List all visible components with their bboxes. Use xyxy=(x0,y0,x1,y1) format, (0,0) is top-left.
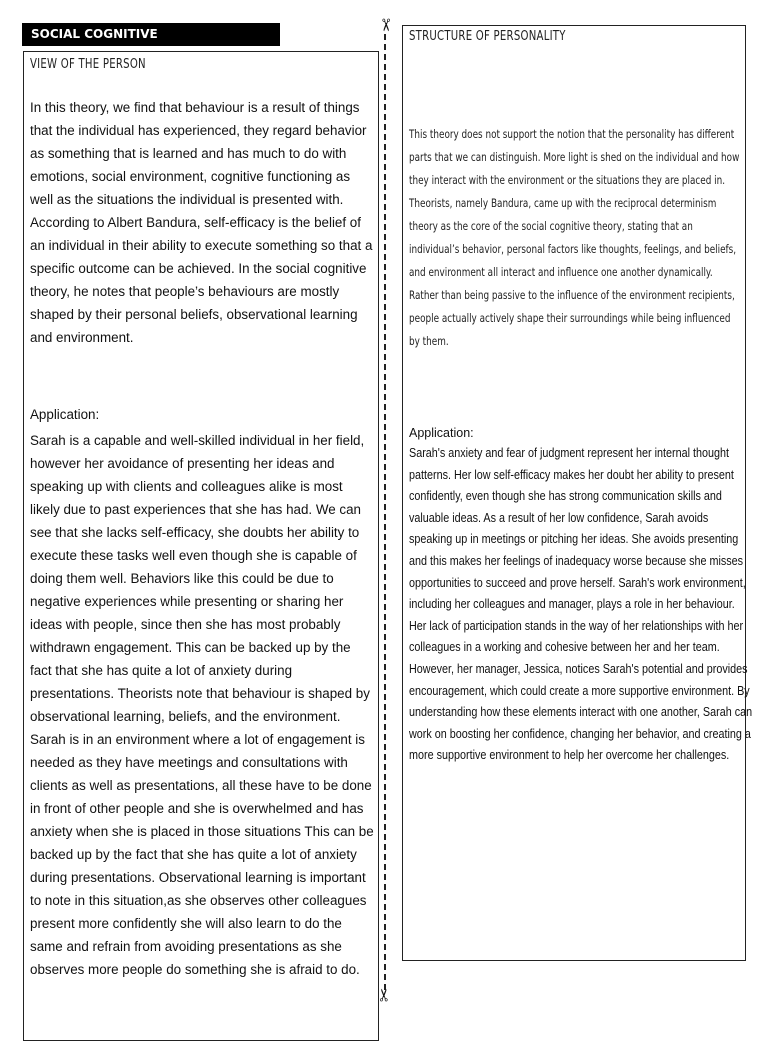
structure-of-personality-text: This theory does not support the notion that the personality has different parts that we can distinguish. More light is shed on the individual and how they interact with the environment or the situations they are placed in. Theorists, namely Bandura, came up with the reciprocal determinism theory as the core of the social cognitive theory, stating that an individual’s behavior, personal factors like thoughts, feelings, and beliefs, and environment all interact and influence one another dynamically. Rather than being passive to the influence of the environment recipients, people actually actively shape their surroundings while being influenced by them. xyxy=(409,127,740,348)
view-of-person-panel xyxy=(23,51,379,1041)
left-application-text: Sarah is a capable and well-skilled individual in her field, however her avoidance of presenting her ideas and speaking up with clients and colleagues alike is most likely due to past experiences that she has had. We can see that she lacks self-efficacy, she doubts her ability to execute these tasks well even though she is capable of doing them well. Behaviors like this could be due to negative experiences while presenting or sharing her ideas with people, since then she has most probably withdrawn engagement. This can be backed up by the fact that she has quite a lot of anxiety during presentations. Theorists note that behaviour is shaped by observational learning, beliefs, and the environment. Sarah is in an environment where a lot of engagement is needed as they have meetings and consultations with clients as well as presentations, all these have to be done in front of other people and she is overwhelmed and has anxiety when she is placed in those situations This can be backed up by the fact that she has quite a lot of anxiety during presentations. Observational learning is important to note in this situation,as she observes other colleagues present more confidently she will also learn to do the same and refrain from avoiding presentations as she observes more people do something she is afraid to do. xyxy=(30,433,374,977)
scissors-icon: ✂ xyxy=(375,17,395,33)
scissors-icon: ✂ xyxy=(375,987,395,1003)
structure-of-personality-heading: STRUCTURE OF PERSONALITY xyxy=(409,29,566,44)
right-application-label: Application: xyxy=(409,426,474,440)
cut-line-divider xyxy=(384,34,386,990)
left-application-label: Application: xyxy=(30,407,100,422)
right-application-text: Sarah's anxiety and fear of judgment represent her internal thought patterns. Her low self-efficacy makes her doubt her ability to present confidently, even though she has strong communication skills and valuable ideas. As a result of her low confidence, Sarah avoids speaking up in meetings or pitching her ideas. She avoids presenting and this makes her feelings of inadequacy worse because she misses opportunities to succeed and prove herself. Sarah's work environment, including her colleagues and manager, plays a role in her behaviour. Her lack of participation stands in the way of her relationships with her colleagues in a working and cohesive between her and her team. However, her manager, Jessica, notices Sarah's potential and provides encouragement, which could create a more supportive environment. By understanding how these elements interact with one another, Sarah can work on boosting her confidence, changing her behavior, and creating a more supportive environment to help her overcome her challenges. xyxy=(409,445,753,763)
view-of-person-text: In this theory, we find that behaviour is a result of things that the individual has experienced, they regard behavior as something that is learned and has much to do with emotions, social environment, cognitive functioning as well as the situations the individual is presented with. According to Albert Bandura, self-efficacy is the belief of an individual in their ability to execute something so that a specific outcome can be achieved. In the social cognitive theory, he notes that people’s behaviours are mostly shaped by their personal beliefs, observational learning and environment. xyxy=(30,100,373,345)
section-title: SOCIAL COGNITIVE xyxy=(22,23,280,46)
structure-of-personality-panel xyxy=(402,25,753,961)
view-of-person-heading: VIEW OF THE PERSON xyxy=(30,57,146,72)
